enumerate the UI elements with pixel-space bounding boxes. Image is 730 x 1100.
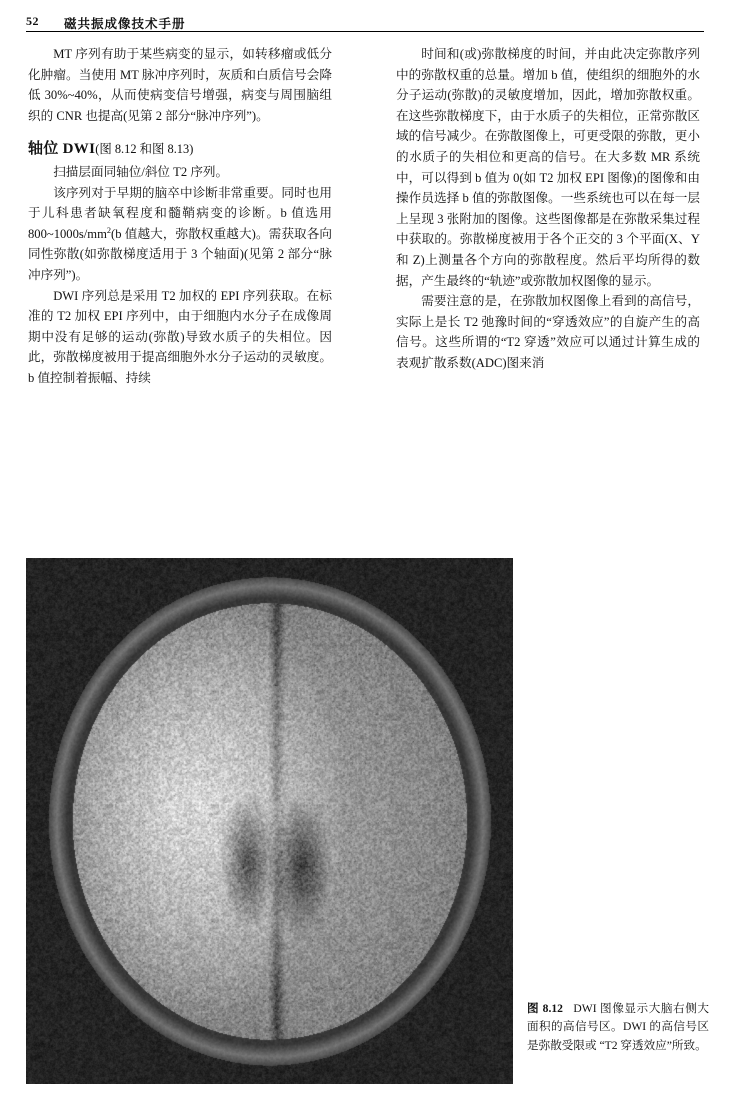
paragraph-scan-plane: 扫描层面同轴位/斜位 T2 序列。 bbox=[53, 164, 229, 179]
figure-caption bbox=[527, 1000, 709, 1055]
unit-superscript: 2 bbox=[106, 225, 112, 235]
paragraph-clinical-use-part1: 该序列对于早期的脑卒中诊断非常重要。同时也用于儿科患者缺氧程度和髓鞘病变的诊断。b 值选用 800~1000s/mm bbox=[28, 185, 332, 241]
paragraph-epi-acquisition: DWI 序列总是采用 T2 加权的 EPI 序列获取。在标准的 T2 加权 EPI 序列中，由于细胞内水分子在成像周期中没有足够的运动(弥散)导致水质子的失相位。因此，弥散梯度被用于提高细胞外水分子运动的灵敏度。b 值控制着振幅、持续 bbox=[28, 288, 332, 385]
right-text-column bbox=[396, 44, 700, 374]
paragraph-clinical-use-part2: (b 值越大，弥散权重越大)。需获取各向同性弥散(如弥散梯度适用于 3 个轴面)(见第 2 部分“脉冲序列”)。 bbox=[28, 226, 332, 282]
header-divider bbox=[26, 31, 704, 32]
paragraph-t2-shine-through: 需要注意的是，在弥散加权图像上看到的高信号，实际上是长 T2 弛豫时间的“穿透效应”的自旋产生的高信号。这些所谓的“T2 穿透”效应可以通过计算生成的表观扩散系数(ADC)图来消 bbox=[396, 294, 700, 370]
section-heading-label: 轴位 DWI bbox=[28, 141, 96, 158]
page-number: 52 bbox=[26, 14, 39, 28]
figure-caption-text: DWI 图像显示大脑右侧大面积的高信号区。DWI 的高信号区是弥散受限或 “T2 穿透效应”所致。 bbox=[527, 1002, 709, 1052]
paragraph-clinical-use bbox=[28, 183, 332, 286]
section-heading-figure-ref: (图 8.12 和图 8.13) bbox=[95, 142, 194, 157]
figure-caption-label: 图 8.12 bbox=[527, 1002, 563, 1015]
book-title: 磁共振成像技术手册 bbox=[64, 17, 186, 31]
section-heading-axial-dwi bbox=[28, 139, 332, 160]
page-header bbox=[26, 14, 704, 36]
figure-dwi-image bbox=[26, 558, 513, 1084]
paragraph-mt-sequence: MT 序列有助于某些病变的显示，如转移瘤或低分化肿瘤。当使用 MT 脉冲序列时，灰质和白质信号会降低 30%~40%，从而使病变信号增强，病变与周围脑组织的 CNR 也提高(见第 2 部分“脉冲序列”)。 bbox=[28, 47, 332, 123]
brain-mri-axial-slice bbox=[26, 558, 513, 1084]
paragraph-b-value-detail: 时间和(或)弥散梯度的时间，并由此决定弥散序列中的弥散权重的总量。增加 b 值，使组织的细胞外的水分子运动(弥散)的灵敏度增加，因此，增加弥散权重。在这些弥散梯度下，由于水质子的失相位，正常弥散区域的信号减少。在弥散图像上，可更受限的弥散，更小的水质子的失相位和更高的信号。在大多数 MR 系统中，可以得到 b 值为 0(如 T2 加权 EPI 图像)的图像和由操作员选择 b 值的弥散图像。一些系统也可以在每一层上呈现 3 张附加的图像。这些图像都是在弥散采集过程中获取的。弥散梯度被用于各个正交的 3 个平面(X、Y 和 Z)上测量各个方向的弥散程度。然后平均所得的数据，产生最终的“轨迹”或弥散加权图像的显示。 bbox=[396, 47, 700, 288]
left-text-column bbox=[28, 44, 332, 389]
